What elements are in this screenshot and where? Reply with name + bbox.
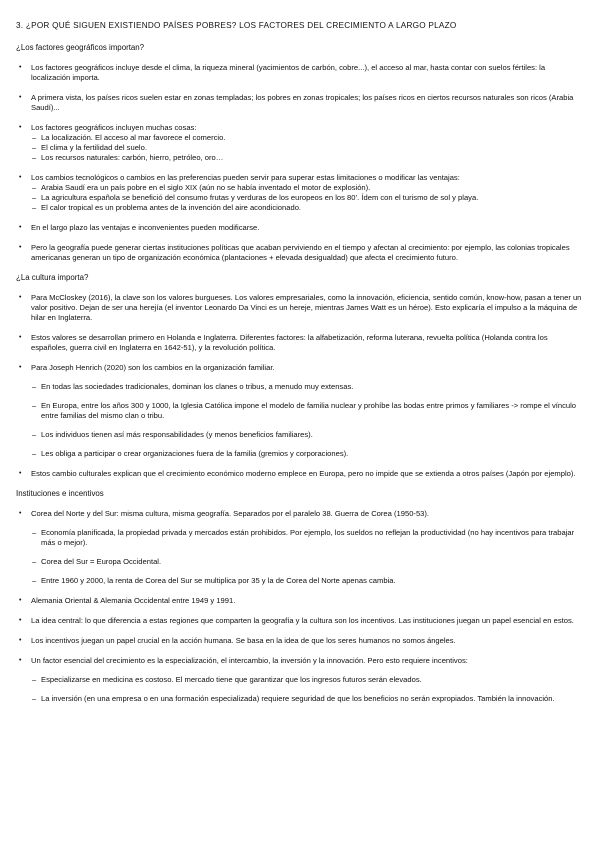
sub-item: – Corea del Sur = Europa Occidental. [31,557,583,567]
sub-list [31,382,583,459]
bullet-text: Corea del Norte y del Sur: misma cultura, misma geografía. Separados por el paralelo 38. Guerra de Corea (1950-53). [31,509,430,518]
section-heading-instituciones: Instituciones e incentivos [16,489,104,498]
bullet-item [16,333,583,353]
bullet-item [16,173,583,213]
bullet-text: Pero la geografía puede generar ciertas instituciones políticas que acaban perviviendo en el tiempo y afectan al crecimiento: por ejemplo, las colonias tropicales americanas generan un tipo de organización económica (plantaciones + elevada desigualdad) que afecta el crecimiento futuro. [31,243,570,262]
bullet-list-geografia [16,63,583,263]
section-heading-cultura: ¿La cultura importa? [16,273,89,282]
bullet-text: Estos cambio culturales explican que el crecimiento económico moderno emplece en Europa, pero no impide que se extienda a otros países (Japón por ejemplo). [31,469,576,478]
sub-list [31,528,583,586]
bullet-item [16,93,583,113]
sub-list [31,133,583,163]
sub-item: – Entre 1960 y 2000, la renta de Corea del Sur se multiplica por 35 y la de Corea del Norte apenas cambia. [31,576,583,586]
bullet-item [16,469,583,479]
sub-item: – La localización. El acceso al mar favorece el comercio. [31,133,583,143]
sub-item: – En Europa, entre los años 300 y 1000, la Iglesia Católica impone el modelo de familia nuclear y prohíbe las bodas entre primos y familiares -> rompe el vínculo entre familias del mismo clan o tribu. [31,401,583,421]
bullet-item [16,636,583,646]
document-title: 3. ¿POR QUÉ SIGUEN EXISTIENDO PAÍSES POBRES? LOS FACTORES DEL CRECIMIENTO A LARGO PLAZO [16,21,457,30]
bullet-item [16,223,583,233]
sub-list [31,183,583,213]
bullet-text: En el largo plazo las ventajas e inconvenientes pueden modificarse. [31,223,260,232]
bullet-text: La idea central: lo que diferencia a estas regiones que comparten la geografía y la cultura son los incentivos. Las instituciones juegan un papel esencial en estos. [31,616,574,625]
bullet-text: Los cambios tecnológicos o cambios en las preferencias pueden servir para superar estas limitaciones o modificar las ventajas: [31,173,460,182]
sub-item: – Los recursos naturales: carbón, hierro, petróleo, oro… [31,153,583,163]
bullet-text: Los incentivos juegan un papel crucial en la acción humana. Se basa en la idea de que los seres humanos no somos ángeles. [31,636,456,645]
sub-item: – Les obliga a participar o crear organizaciones fuera de la familia (gremios y corporaciones). [31,449,583,459]
bullet-text: Un factor esencial del crecimiento es la especialización, el intercambio, la inversión y la innovación. Pero esto requiere incentivos: [31,656,468,665]
bullet-text: A primera vista, los países ricos suelen estar en zonas templadas; los pobres en zonas tropicales; los países ricos en ciertos recursos naturales son ricos (Arabia Saudí)... [31,93,574,112]
bullet-text: Alemania Oriental & Alemania Occidental entre 1949 y 1991. [31,596,236,605]
bullet-text: Estos valores se desarrollan primero en Holanda e Inglaterra. Diferentes factores: la alfabetización, reforma luterana, revuelta política (Holanda contra los españoles, guerra civil en Inglaterra en 1642-51), y la revolución política. [31,333,548,352]
bullet-item [16,293,583,323]
sub-list [31,675,583,704]
sub-item: – Especializarse en medicina es costoso. El mercado tiene que garantizar que los ingresos futuros serán elevados. [31,675,583,685]
bullet-list-cultura [16,293,583,479]
bullet-item [16,616,583,626]
sub-item: – Los individuos tienen así más responsabilidades (y menos beneficios familiares). [31,430,583,440]
bullet-text: Para Joseph Henrich (2020) son los cambios en la organización familiar. [31,363,275,372]
bullet-item [16,596,583,606]
sub-item: – En todas las sociedades tradicionales, dominan los clanes o tribus, a menudo muy extensas. [31,382,583,392]
bullet-text: Los factores geográficos incluyen muchas cosas: [31,123,197,132]
bullet-text: Para McCloskey (2016), la clave son los valores burgueses. Los valores empresariales, como la innovación, eficiencia, sentido común, know-how, pasan a tener un valor positivo. Dejan de ser una herejía (el inventor Leonardo Da Vinci es un hereje, mientras James Watt es un héroe). Esto explicaría el impulso a la máquina de hilar en Inglaterra. [31,293,582,322]
sub-item: – El clima y la fertilidad del suelo. [31,143,583,153]
sub-item: – La inversión (en una empresa o en una formación especializada) requiere seguridad de que los beneficios no serán expropiados. También la innovación. [31,694,583,704]
bullet-item [16,123,583,163]
sub-item: – Arabia Saudí era un país pobre en el siglo XIX (aún no se había inventado el motor de explosión). [31,183,583,193]
bullet-item [16,509,583,586]
bullet-item [16,656,583,704]
bullet-item [16,363,583,459]
sub-item: – El calor tropical es un problema antes de la invención del aire acondicionado. [31,203,583,213]
bullet-item [16,243,583,263]
sub-item: – La agricultura española se benefició del consumo frutas y verduras de los europeos en los 80’. Ídem con el turismo de sol y playa. [31,193,583,203]
bullet-item [16,63,583,83]
bullet-list-instituciones [16,509,583,704]
sub-item: – Economía planificada, la propiedad privada y mercados están prohibidos. Por ejemplo, los sueldos no reflejan la productividad (no hay incentivos para trabajar más o mejor). [31,528,583,548]
section-heading-geografia: ¿Los factores geográficos importan? [16,43,145,52]
bullet-text: Los factores geográficos incluye desde el clima, la riqueza mineral (yacimientos de carbón, cobre...), el acceso al mar, hasta contar con suelos fértiles: la localización importa. [31,63,546,82]
